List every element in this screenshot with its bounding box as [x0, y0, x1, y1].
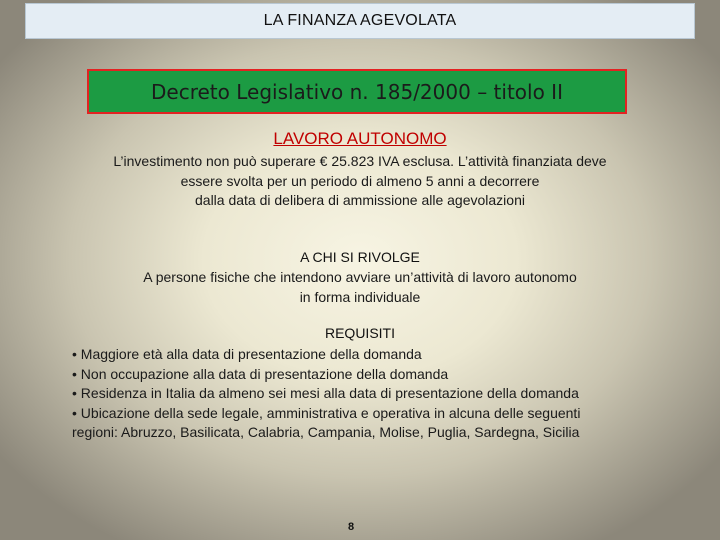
requisiti-heading: REQUISITI: [324, 325, 395, 341]
paragraph-line: dalla data di delibera di ammissione alle agevolazioni: [195, 192, 525, 208]
requisiti-list: [72, 345, 672, 443]
lavoro-autonomo-heading: LAVORO AUTONOMO: [273, 129, 447, 148]
a-chi-si-rivolge-heading: A CHI SI RIVOLGE: [300, 249, 420, 265]
paragraph-line: A persone fisiche che intendono avviare un’attività di lavoro autonomo: [143, 269, 577, 285]
paragraph-line: in forma individuale: [299, 288, 421, 305]
page-number: 8: [347, 521, 355, 533]
decree-title: Decreto Legislativo n. 185/2000 – titolo II: [151, 79, 563, 104]
paragraph-line: essere svolta per un periodo di almeno 5 anni a decorrere: [180, 172, 540, 189]
list-item: regioni: Abruzzo, Basilicata, Calabria, Campania, Molise, Puglia, Sardegna, Sicilia: [72, 424, 580, 440]
paragraph-line: L’investimento non può superare € 25.823 IVA esclusa. L’attività finanziata deve: [113, 153, 607, 169]
list-item: • Residenza in Italia da almeno sei mesi alla data di presentazione della domanda: [72, 385, 579, 401]
header-title: LA FINANZA AGEVOLATA: [263, 12, 457, 29]
decree-box: [87, 69, 627, 114]
list-item: • Maggiore età alla data di presentazione della domanda: [72, 346, 422, 362]
list-item: • Non occupazione alla data di presentazione della domanda: [72, 365, 449, 382]
a-chi-si-rivolge-paragraph: [60, 268, 660, 307]
header-bar: [25, 3, 695, 39]
list-item: • Ubicazione della sede legale, amministrativa e operativa in alcuna delle seguenti: [72, 404, 581, 421]
lavoro-autonomo-paragraph: [60, 152, 660, 211]
